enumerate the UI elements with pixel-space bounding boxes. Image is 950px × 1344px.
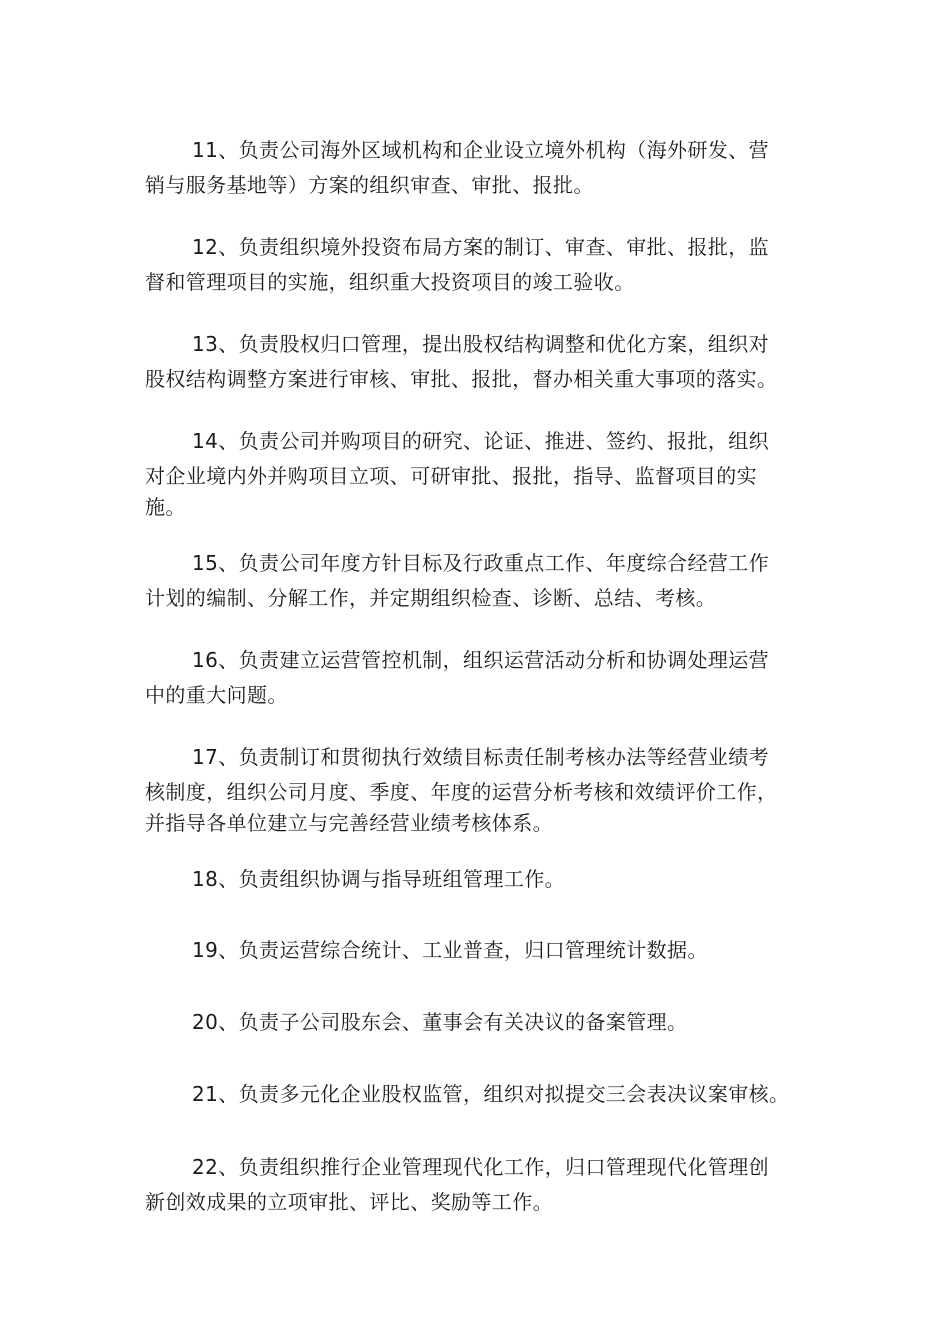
paragraph-14 xyxy=(145,424,810,521)
paragraph-12 xyxy=(145,230,810,300)
paragraph-line: 对企业境内外并购项目立项、可研审批、报批，指导、监督项目的实 xyxy=(145,464,757,488)
paragraph-line: 12、负责组织境外投资布局方案的制订、审查、审批、报批，监 xyxy=(192,235,770,259)
paragraph-17 xyxy=(145,740,810,837)
paragraph-15 xyxy=(145,546,810,616)
paragraph-line: 股权结构调整方案进行审核、审批、报批，督办相关重大事项的落实。 xyxy=(145,367,778,391)
paragraph-line: 15、负责公司年度方针目标及行政重点工作、年度综合经营工作 xyxy=(192,551,770,575)
paragraph-18 xyxy=(145,862,810,897)
paragraph-11 xyxy=(145,133,810,203)
paragraph-16 xyxy=(145,643,810,713)
paragraph-20 xyxy=(145,1005,810,1040)
paragraph-13 xyxy=(145,327,810,397)
paragraph-line: 核制度，组织公司月度、季度、年度的运营分析考核和效绩评价工作， xyxy=(145,780,778,804)
paragraph-line: 18、负责组织协调与指导班组管理工作。 xyxy=(192,867,566,891)
paragraph-line: 20、负责子公司股东会、董事会有关决议的备案管理。 xyxy=(192,1010,688,1034)
paragraph-line: 计划的编制、分解工作，并定期组织检查、诊断、总结、考核。 xyxy=(145,586,717,610)
paragraph-line: 13、负责股权归口管理，提出股权结构调整和优化方案，组织对 xyxy=(192,332,770,356)
paragraph-line: 17、负责制订和贯彻执行效绩目标责任制考核办法等经营业绩考 xyxy=(192,745,770,769)
paragraph-line: 施。 xyxy=(145,495,186,519)
paragraph-21 xyxy=(145,1077,810,1112)
paragraph-19 xyxy=(145,933,810,968)
paragraph-line: 19、负责运营综合统计、工业普查，归口管理统计数据。 xyxy=(192,938,708,962)
paragraph-line: 销与服务基地等）方案的组织审查、审批、报批。 xyxy=(145,173,594,197)
paragraph-line: 21、负责多元化企业股权监管，组织对拟提交三会表决议案审核。 xyxy=(192,1082,790,1106)
paragraph-line: 11、负责公司海外区域机构和企业设立境外机构（海外研发、营 xyxy=(192,138,770,162)
paragraph-line: 新创效成果的立项审批、评比、奖励等工作。 xyxy=(145,1190,553,1214)
paragraph-line: 中的重大问题。 xyxy=(145,683,288,707)
paragraph-line: 督和管理项目的实施，组织重大投资项目的竣工验收。 xyxy=(145,270,635,294)
paragraph-22 xyxy=(145,1150,810,1220)
paragraph-line: 14、负责公司并购项目的研究、论证、推进、签约、报批，组织 xyxy=(192,429,770,453)
paragraph-line: 并指导各单位建立与完善经营业绩考核体系。 xyxy=(145,811,553,835)
paragraph-line: 16、负责建立运营管控机制，组织运营活动分析和协调处理运营 xyxy=(192,648,770,672)
paragraph-line: 22、负责组织推行企业管理现代化工作，归口管理现代化管理创 xyxy=(192,1155,770,1179)
